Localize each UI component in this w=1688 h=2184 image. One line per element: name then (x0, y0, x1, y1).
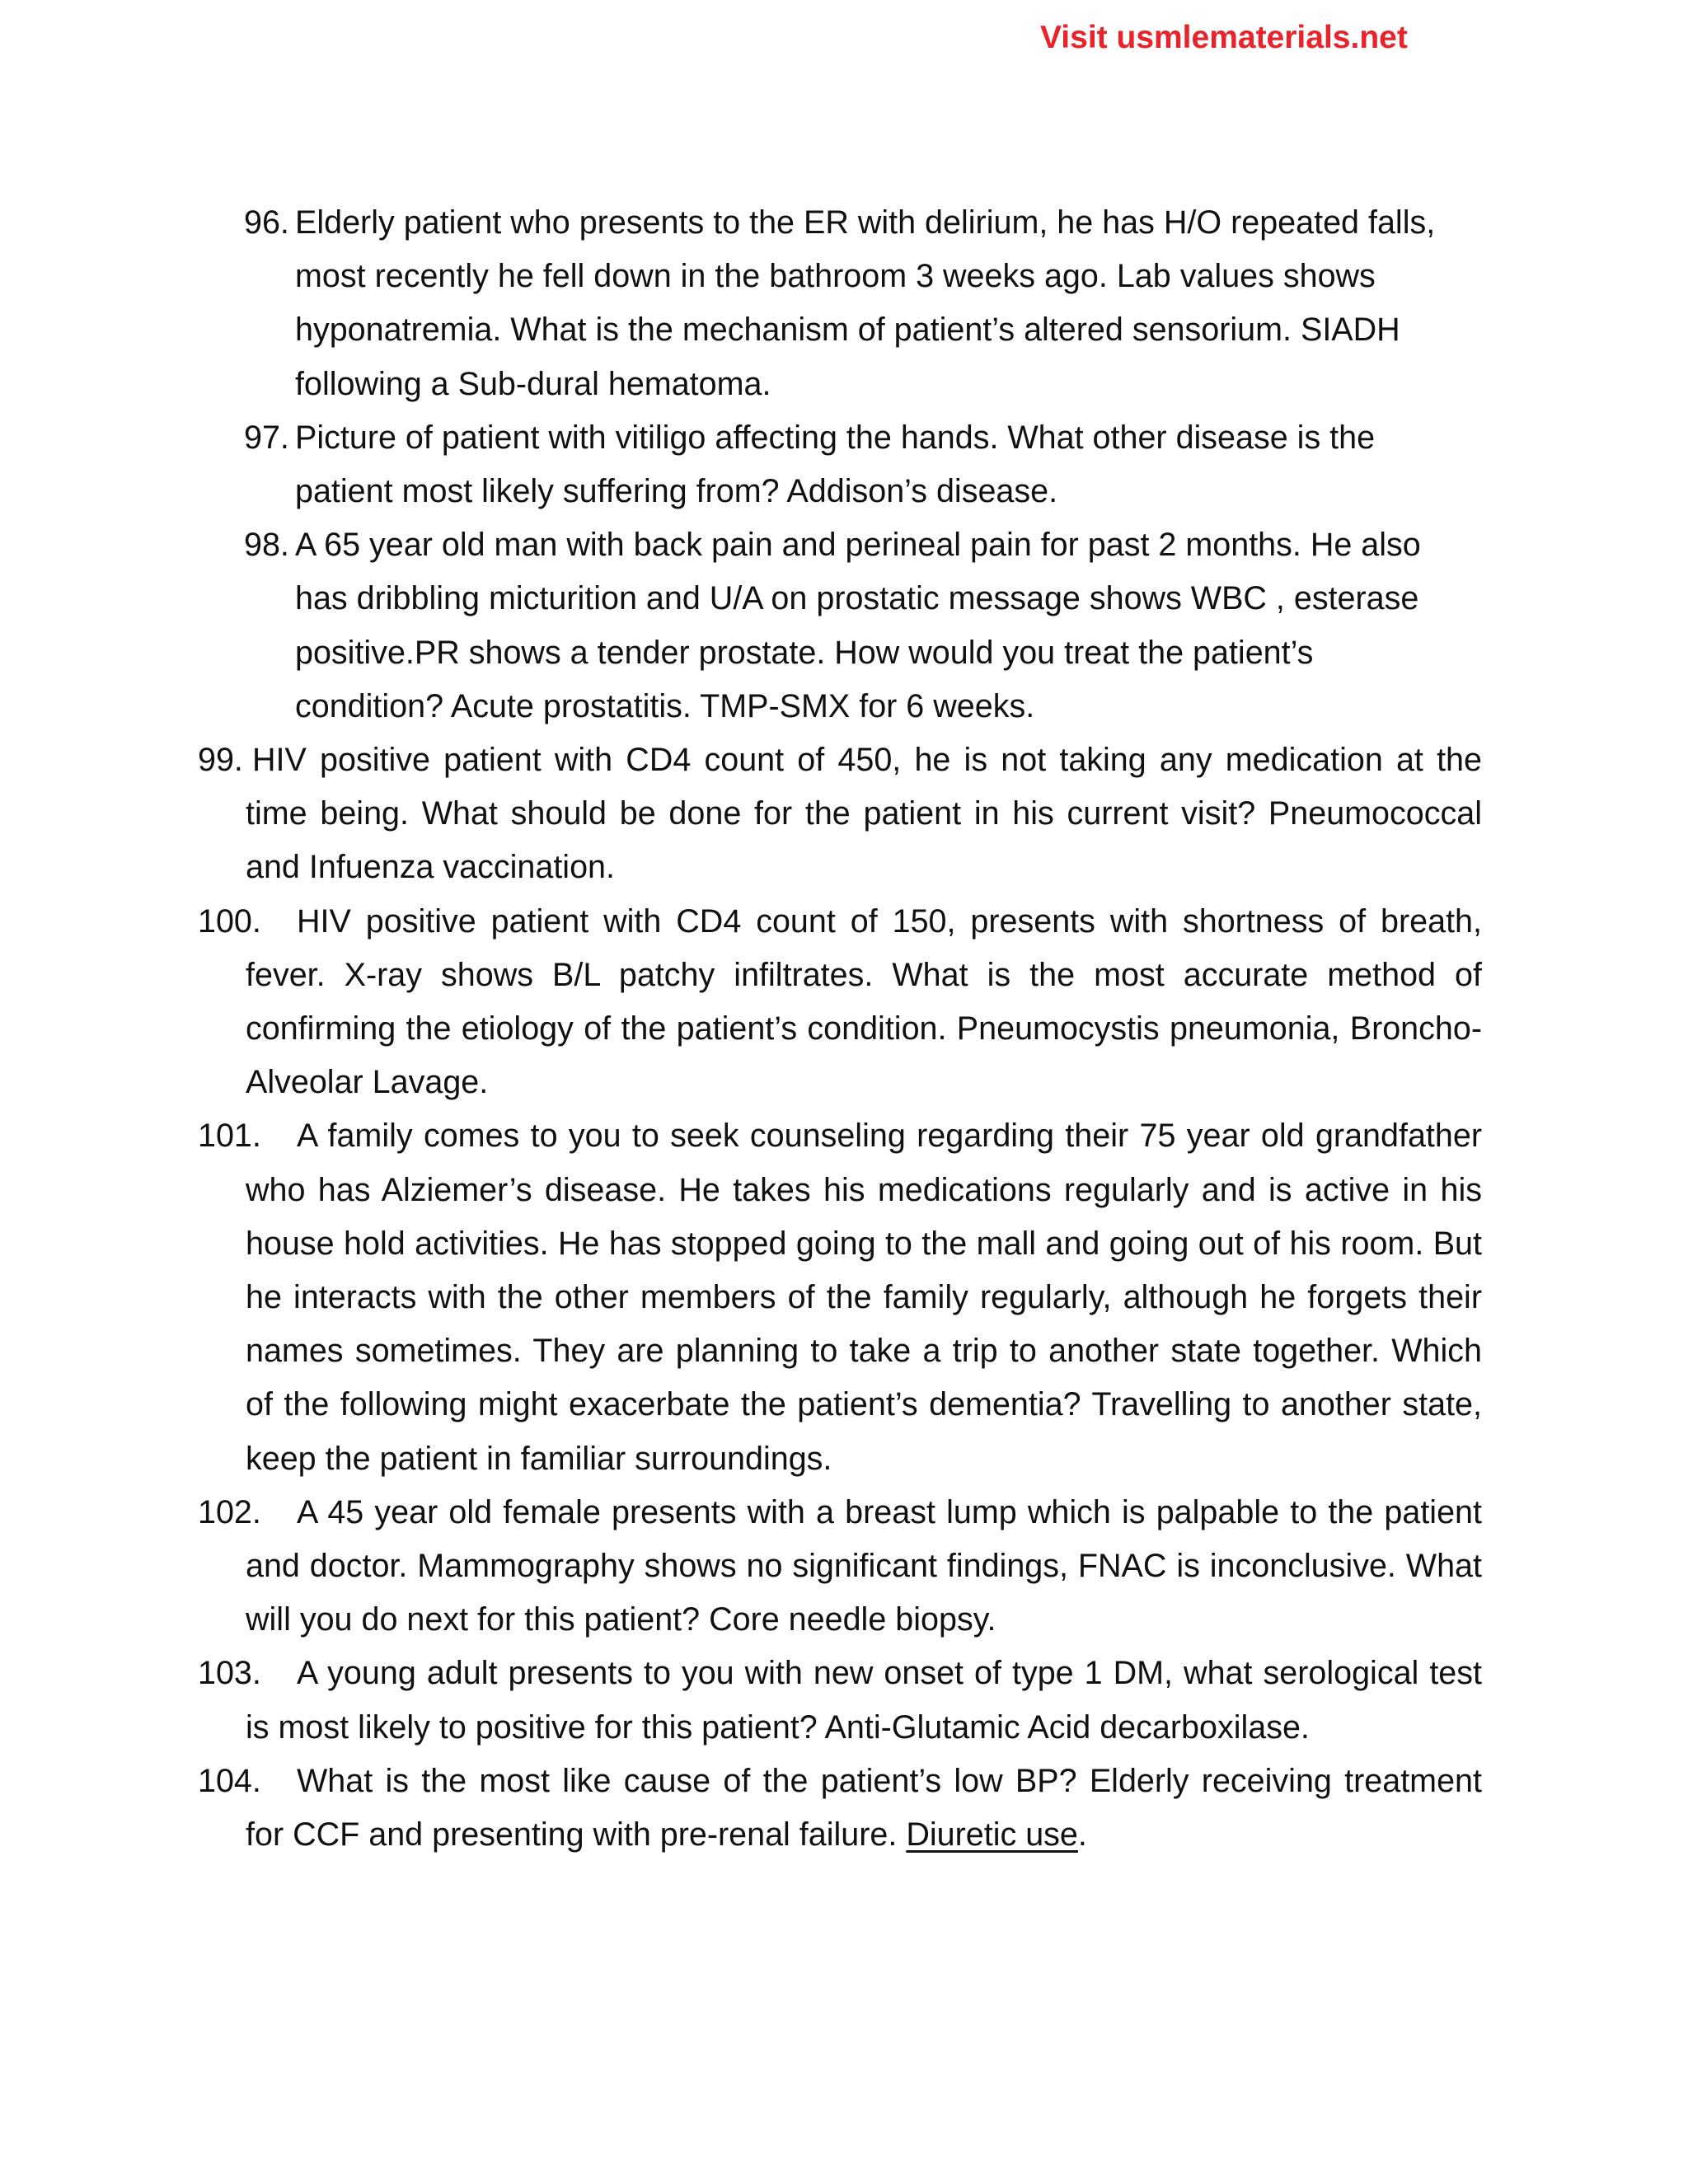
question-list (0, 196, 1688, 1862)
item-text: Picture of patient with vitiligo affecting the hands. What other disease is the patient most likely suffering from? Addison’s disease. (295, 419, 1376, 510)
item-number: 98. (244, 527, 289, 564)
item-number: 97. (244, 419, 289, 456)
item-number: 103. (198, 1655, 261, 1692)
item-text: HIV positive patient with CD4 count of 450, he is not taking any medication at the time being. What should be done for the patient in his current visit? Pneumococcal and Infuenza vaccination. (246, 742, 1482, 886)
list-item (198, 1647, 1482, 1754)
item-text: A 65 year old man with back pain and perineal pain for past 2 months. He also has dribbling micturition and U/A on prostatic message shows WBC , esterase positive.PR shows a tender prostate. How would you treat the patient’s condition? Acute prostatitis. TMP-SMX for 6 weeks. (295, 527, 1421, 724)
underlined-answer: Diuretic use (906, 1816, 1078, 1854)
site-link[interactable]: Visit usmlematerials.net (1040, 20, 1408, 55)
list-item (198, 1109, 1482, 1485)
item-number: 96. (244, 204, 289, 241)
item-text-main: What is the most like cause of the patient’s low BP? Elderly receiving treatment for CCF and presenting with pre-renal failure. (246, 1762, 1482, 1854)
list-item (244, 411, 1449, 518)
list-item (198, 733, 1482, 895)
item-text: HIV positive patient with CD4 count of 150, presents with shortness of breath, fever. X-ray shows B/L patchy infiltrates. What is the most accurate method of confirming the etiology of the patient’s condition. Pneumocystis pneumonia, Broncho-Alveolar Lavage. (246, 902, 1482, 1101)
item-number: 101. (198, 1118, 261, 1155)
item-text: A family comes to you to seek counseling regarding their 75 year old grandfather who has Alziemer’s disease. He takes his medications regularly and is active in his house hold activities. He has stopped going to the mall and going out of his room. But he interacts with the other members of the family regularly, although he forgets their names sometimes. They are planning to take a trip to another state together. Which of the following might exacerbate the patient’s dementia? Travelling to another state, keep the patient in familiar surroundings. (246, 1118, 1482, 1477)
list-item (198, 1486, 1482, 1647)
item-text-end: . (1077, 1816, 1087, 1854)
item-text: A 45 year old female presents with a breast lump which is palpable to the patient and doctor. Mammography shows no significant findings, FNAC is inconclusive. What will you do next for this patient? Core needle biopsy. (246, 1493, 1482, 1638)
item-text (246, 1755, 1482, 1862)
list-item (198, 1755, 1482, 1862)
item-number: 100. (198, 902, 261, 940)
item-text: Elderly patient who presents to the ER with delirium, he has H/O repeated falls, most recently he fell down in the bathroom 3 weeks ago. Lab values shows hyponatremia. What is the mechanism of patient’s altered sensorium. SIADH following a Sub-dural hematoma. (295, 204, 1436, 402)
item-text: A young adult presents to you with new onset of type 1 DM, what serological test is most likely to positive for this patient? Anti-Glutamic Acid decarboxilase. (246, 1655, 1482, 1746)
item-number: 104. (198, 1762, 261, 1799)
list-item (244, 196, 1449, 411)
item-number: 102. (198, 1493, 261, 1530)
list-item (244, 518, 1449, 733)
item-number: 99. (198, 742, 243, 779)
list-item (198, 895, 1482, 1110)
